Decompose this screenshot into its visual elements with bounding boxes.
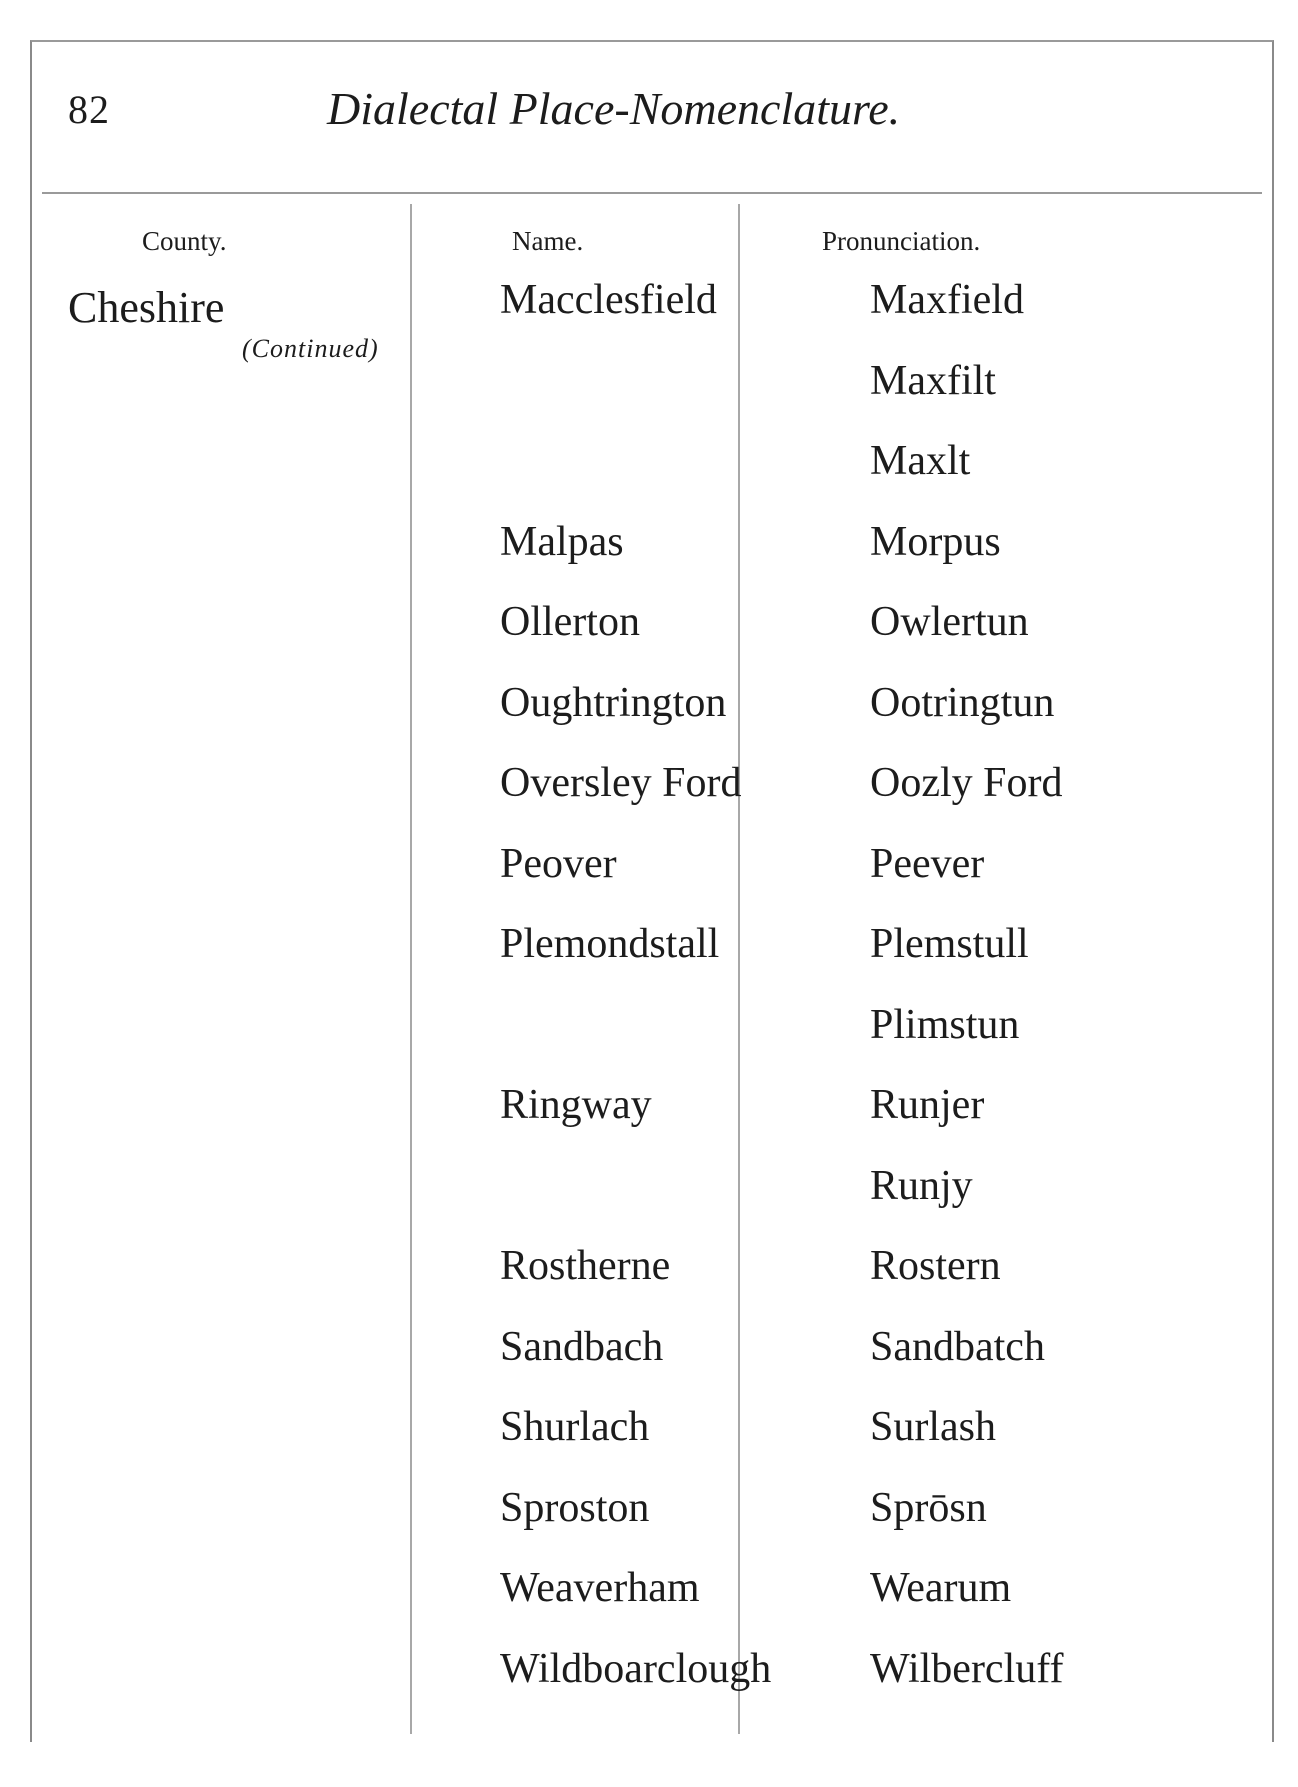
place-name: Shurlach — [500, 1404, 650, 1450]
place-pronunciation: Peever — [870, 840, 985, 887]
place-pronunciation: Plemstull — [870, 921, 1029, 967]
place-pronunciation: Owlertun — [870, 599, 1029, 645]
table-row — [32, 759, 1272, 840]
header-rule — [42, 192, 1262, 194]
table-row — [32, 1403, 1272, 1484]
place-name: Oversley Ford — [500, 760, 742, 806]
table-row — [32, 679, 1272, 760]
table-row — [32, 357, 1272, 438]
column-header-county: County. — [142, 226, 227, 256]
page-frame — [30, 40, 1274, 1742]
place-pronunciation: Wearum — [870, 1565, 1012, 1611]
column-header-pronunciation: Pronunciation. — [822, 226, 981, 256]
place-name: Oughtrington — [500, 679, 727, 726]
place-pronunciation: Surlash — [870, 1404, 996, 1450]
table-row — [32, 276, 1272, 357]
table-row — [32, 1564, 1272, 1645]
table-row — [32, 518, 1272, 599]
table-row — [32, 920, 1272, 1001]
place-pronunciation: Ootringtun — [870, 679, 1055, 726]
page-header — [32, 42, 1272, 190]
place-name: Plemondstall — [500, 921, 720, 967]
county-name: Cheshire — [68, 283, 225, 332]
table-row — [32, 1484, 1272, 1565]
table-row — [32, 1242, 1272, 1323]
place-pronunciation: Sprōsn — [870, 1484, 987, 1531]
place-name: Rostherne — [500, 1243, 671, 1289]
place-name: Weaverham — [500, 1565, 700, 1611]
table-row — [32, 437, 1272, 518]
place-pronunciation: Rostern — [870, 1243, 1001, 1289]
place-pronunciation: Runjy — [870, 1162, 973, 1209]
table-row — [32, 1081, 1272, 1162]
place-pronunciation: Plimstun — [870, 1001, 1020, 1048]
place-pronunciation: Runjer — [870, 1082, 985, 1128]
place-name: Ollerton — [500, 599, 640, 645]
place-name: Wildboarclough — [500, 1645, 772, 1692]
place-pronunciation: Maxfilt — [870, 357, 996, 404]
table-body — [32, 276, 1272, 1725]
place-pronunciation: Maxfield — [870, 277, 1024, 323]
place-name: Malpas — [500, 518, 624, 565]
place-name: Peover — [500, 840, 617, 887]
table-row — [32, 1162, 1272, 1243]
place-name: Sproston — [500, 1484, 650, 1531]
place-pronunciation: Sandbatch — [870, 1323, 1045, 1370]
column-header-name: Name. — [512, 226, 584, 256]
place-pronunciation: Wilbercluff — [870, 1645, 1064, 1692]
place-pronunciation: Morpus — [870, 518, 1001, 565]
page-number: 82 — [68, 87, 110, 132]
place-name: Ringway — [500, 1082, 652, 1128]
place-pronunciation: Maxlt — [870, 438, 971, 484]
table-row — [32, 1001, 1272, 1082]
place-pronunciation: Oozly Ford — [870, 760, 1063, 806]
place-name: Sandbach — [500, 1323, 664, 1370]
place-name: Macclesfield — [500, 277, 717, 323]
table-row — [32, 1645, 1272, 1726]
table-row — [32, 1323, 1272, 1404]
running-title: Dialectal Place-Nomenclature. — [327, 83, 901, 134]
county-continued-note: (Continued) — [242, 334, 379, 363]
table-row — [32, 598, 1272, 679]
table-row — [32, 840, 1272, 921]
